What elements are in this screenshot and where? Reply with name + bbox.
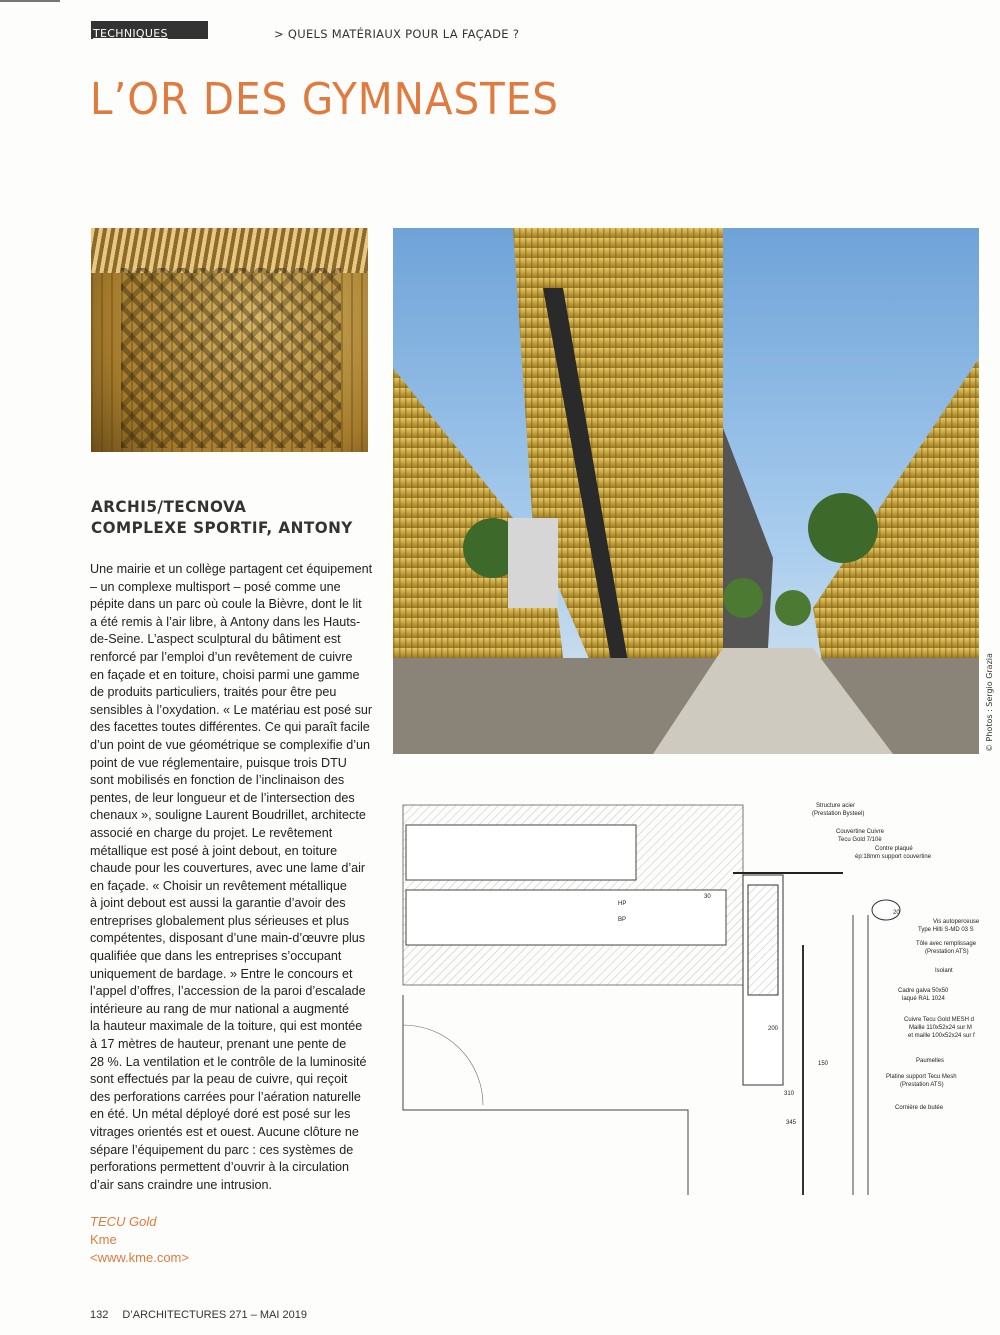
project-name: COMPLEXE SPORTIF, ANTONY [91,518,353,537]
drawing-label: Vis autoperceuse [933,919,980,925]
dimension-label: HP [618,901,627,907]
drawing-label: Structure acier [816,803,856,809]
body-line: à joint debout est aussi la garantie d’avoir des [90,896,346,911]
page-footer [90,1309,321,1321]
breadcrumb: > QUELS MATÉRIAUX POUR LA FAÇADE ? [274,27,520,41]
body-line: de-Seine. L’aspect sculptural du bâtiment est [90,632,341,647]
body-line: compétentes, disposant d’une main-d’œuvre plus [90,931,366,946]
drawing-label: Tecu Gold 7/10è [838,837,882,843]
body-line: en façade. « Choisir un revêtement métallique [90,878,347,893]
manufacturer: Kme [90,1232,117,1247]
body-line: point de vue réglementaire, puisque trois DTU [90,755,347,770]
dimension-label: 30 [704,894,711,900]
dimension-label: 200 [768,1026,779,1032]
drawing-label: et maille 100x52x24 sur f [908,1033,975,1039]
dimension-label: BP [618,917,627,923]
body-line: qualifiée que dans les entreprises s’occupant [90,949,342,964]
exterior-photo [393,228,979,754]
body-line: vitrages orientés est et ouest. Aucune clôture ne [90,1125,359,1139]
dimension-label: 310 [784,1091,795,1097]
body-line: des perforations carrées pour l’aération naturelle [90,1089,361,1104]
article-body [90,561,380,1194]
body-line: la hauteur maximale de la toiture, qui est montée [90,1019,363,1034]
body-line: renforcé par l’emploi d’un revêtement de cuivre [90,649,353,664]
drawing-label: ép:18mm support couvertine [855,854,932,860]
drawing-label: Type Hilti S-MD 03 S [918,927,974,933]
project-heading [91,496,353,538]
body-line: perforations permettent d’ouvrir à la circulation [90,1160,349,1175]
body-line: des facettes toutes différentes. Ce qui paraît facile [90,720,370,735]
drawing-label: (Prestation ATS) [925,949,969,955]
manufacturer-url[interactable]: <www.kme.com> [90,1250,189,1265]
drawing-label: Cornière de butée [895,1105,944,1111]
body-line: métallique est posé à joint debout, en toiture [90,843,338,858]
body-line: d’un point de vue géométrique se complexifie d’un [90,737,371,752]
body-line: intérieure au rang de mur national a augmenté [90,1001,350,1016]
drawing-label: Paumelles [916,1058,945,1064]
body-line: l’appel d’offres, l’accession de la paroi d’escalade [90,984,366,999]
product-reference [90,1213,189,1267]
body-line: pentes, de leur longueur et de l’intersection des [90,790,355,805]
section-label-text: TECHNIQUES [93,27,168,39]
drawing-label: Isolant [935,968,953,974]
body-line: chenaux », souligne Laurent Boudrillet, architecte [90,808,366,823]
section-label [91,21,208,39]
body-line: d’air sans craindre une intrusion. [90,1177,273,1192]
body-line: entreprises globalement plus sérieuses et plus [90,913,350,928]
drawing-label: Couvertine Cuivre [836,829,885,835]
drawing-label: laqué RAL 1024 [902,996,945,1002]
body-line: de produits particuliers, traités pour être peu [90,685,337,700]
body-line: en façade et en toiture, choisi parmi une gamme [90,667,360,682]
drawing-label: Tôle avec remplissage [916,941,977,947]
dimension-label: 150 [818,1061,829,1067]
photo-credit: © Photos : Sergio Grazia [985,653,994,752]
issue-info: D’ARCHITECTURES 271 – MAI 2019 [122,1309,307,1321]
body-line: sont effectués par la peau de cuivre, qui reçoit [90,1072,348,1087]
body-line: 28 %. La ventilation et le contrôle de la luminosité [90,1054,367,1069]
top-rule [0,0,60,2]
page-number: 132 [90,1309,109,1321]
dimension-label: 345 [786,1120,797,1126]
technical-drawing [398,795,988,1200]
product-name: TECU Gold [90,1214,157,1229]
body-line: a été remis à l’air libre, à Antony dans les Hauts- [90,614,361,629]
architect-name: ARCHI5/TECNOVA [91,497,247,516]
body-line: en été. Un métal déployé doré est posé sur les [90,1107,351,1122]
drawing-label: Maille 110x52x24 sur M [909,1025,972,1031]
body-line: associé en charge du projet. Le revêtement [90,825,333,840]
drawing-label: Cuivre Tecu Gold MESH d [904,1017,974,1023]
body-line: Une mairie et un collège partagent cet équipement [90,562,373,576]
article-title: L’OR DES GYMNASTES [90,74,559,125]
drawing-label: (Prestation Bysteel) [812,811,865,817]
body-line: sensibles à l’oxydation. « Le matériau est posé sur [90,702,373,717]
body-line: – un complexe multisport – posé comme une [90,579,341,594]
body-line: à 17 mètres de hauteur, prenant une pente de [90,1037,347,1052]
drawing-label: Contre plaqué [875,846,913,852]
drawing-label: Cadre galva 50x50 [898,988,949,994]
drawing-label: Platine support Tecu Mesh [886,1074,957,1080]
body-line: chaude pour les couvertures, avec une lame d’air [90,861,366,876]
body-line: sont mobilisés en fonction de l’inclinaison des [90,773,345,788]
body-line: pépite dans un parc où coule la Bièvre, dont le lit [90,597,362,612]
dimension-label: 20 [893,910,900,916]
body-line: uniquement de bardage. » Entre le concours et [90,966,353,981]
body-line: sépare l’équipement du parc : ces systèmes de [90,1142,354,1157]
drawing-label: (Prestation ATS) [900,1082,944,1088]
interior-photo [91,228,368,452]
